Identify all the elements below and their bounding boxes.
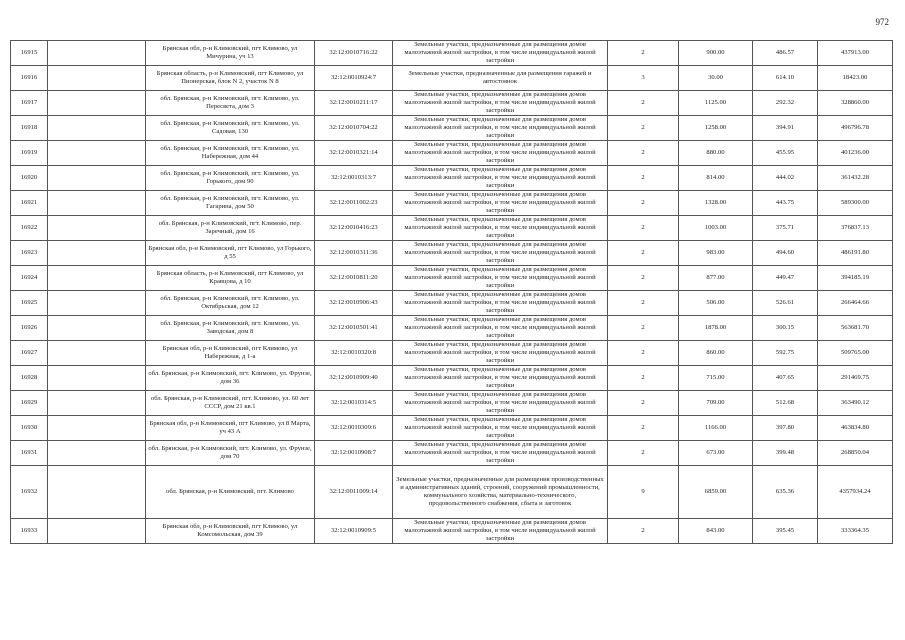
table-body bbox=[11, 41, 893, 544]
cadastral-number-cell: 32:12:0010320:8 bbox=[315, 341, 393, 366]
rate-cell: 526.61 bbox=[753, 291, 818, 316]
empty-cell bbox=[48, 266, 146, 291]
table-row bbox=[11, 416, 893, 441]
cadastral-value-cell: 18423.00 bbox=[818, 66, 893, 91]
table-row bbox=[11, 316, 893, 341]
table-row bbox=[11, 191, 893, 216]
area-cell: 673.00 bbox=[679, 441, 753, 466]
empty-cell bbox=[48, 316, 146, 341]
group-cell: 2 bbox=[608, 291, 679, 316]
cadastral-number-cell: 32:12:0010211:17 bbox=[315, 91, 393, 116]
permitted-use-cell: Земельные участки, предназначенные для размещения домов малоэтажной жилой застройки, в том числе индивидуальной жилой застройки bbox=[393, 416, 608, 441]
rate-cell: 443.75 bbox=[753, 191, 818, 216]
cadastral-number-cell: 32:12:0010909:5 bbox=[315, 519, 393, 544]
area-cell: 843.00 bbox=[679, 519, 753, 544]
area-cell: 877.00 bbox=[679, 266, 753, 291]
permitted-use-cell: Земельные участки, предназначенные для размещения домов малоэтажной жилой застройки, в том числе индивидуальной жилой застройки bbox=[393, 519, 608, 544]
address-cell: обл. Брянская, р-н Климовский, пгт. Климово, ул. Фрунзе, дом 36 bbox=[146, 366, 315, 391]
land-registry-table bbox=[10, 40, 893, 544]
group-cell: 2 bbox=[608, 216, 679, 241]
group-cell: 2 bbox=[608, 141, 679, 166]
cadastral-number-cell: 32:12:0011009:14 bbox=[315, 466, 393, 519]
rate-cell: 292.32 bbox=[753, 91, 818, 116]
address-cell: Брянская обл, р-н Климовский, пгт Климово, ул Мичурина, уч 13 bbox=[146, 41, 315, 66]
table-row bbox=[11, 519, 893, 544]
address-cell: Брянская обл, р-н Климовский, пгт Климово, ул Комсомольская, дом 39 bbox=[146, 519, 315, 544]
row-id-cell: 16916 bbox=[11, 66, 48, 91]
row-id-cell: 16927 bbox=[11, 341, 48, 366]
row-id-cell: 16918 bbox=[11, 116, 48, 141]
row-id-cell: 16932 bbox=[11, 466, 48, 519]
permitted-use-cell: Земельные участки, предназначенные для размещения домов малоэтажной жилой застройки, в том числе индивидуальной жилой застройки bbox=[393, 341, 608, 366]
cadastral-value-cell: 486191.80 bbox=[818, 241, 893, 266]
permitted-use-cell: Земельные участки, предназначенные для размещения домов малоэтажной жилой застройки, в том числе индивидуальной жилой застройки bbox=[393, 291, 608, 316]
table-row bbox=[11, 91, 893, 116]
permitted-use-cell: Земельные участки, предназначенные для размещения домов малоэтажной жилой застройки, в том числе индивидуальной жилой застройки bbox=[393, 141, 608, 166]
rate-cell: 455.95 bbox=[753, 141, 818, 166]
address-cell: обл. Брянская, р-н Климовский, пгт. Климово, ул. Фрунзе, дом 70 bbox=[146, 441, 315, 466]
empty-cell bbox=[48, 519, 146, 544]
address-cell: обл. Брянская, р-н Климовский, пгт. Климово, ул. Гагарина, дом 50 bbox=[146, 191, 315, 216]
rate-cell: 395.45 bbox=[753, 519, 818, 544]
empty-cell bbox=[48, 241, 146, 266]
table-row bbox=[11, 141, 893, 166]
rate-cell: 512.68 bbox=[753, 391, 818, 416]
rate-cell: 300.15 bbox=[753, 316, 818, 341]
rate-cell: 375.71 bbox=[753, 216, 818, 241]
row-id-cell: 16928 bbox=[11, 366, 48, 391]
cadastral-number-cell: 32:12:0010321:14 bbox=[315, 141, 393, 166]
table-row bbox=[11, 66, 893, 91]
cadastral-number-cell: 32:12:0010906:43 bbox=[315, 291, 393, 316]
rate-cell: 486.57 bbox=[753, 41, 818, 66]
empty-cell bbox=[48, 441, 146, 466]
group-cell: 2 bbox=[608, 91, 679, 116]
permitted-use-cell: Земельные участки, предназначенные для размещения гаражей и автостоянок bbox=[393, 66, 608, 91]
cadastral-number-cell: 32:12:0010924:7 bbox=[315, 66, 393, 91]
group-cell: 2 bbox=[608, 166, 679, 191]
empty-cell bbox=[48, 466, 146, 519]
group-cell: 2 bbox=[608, 266, 679, 291]
permitted-use-cell: Земельные участки, предназначенные для размещения домов малоэтажной жилой застройки, в том числе индивидуальной жилой застройки bbox=[393, 91, 608, 116]
rate-cell: 592.75 bbox=[753, 341, 818, 366]
table-row bbox=[11, 341, 893, 366]
row-id-cell: 16919 bbox=[11, 141, 48, 166]
cadastral-value-cell: 376837.13 bbox=[818, 216, 893, 241]
cadastral-value-cell: 4357934.24 bbox=[818, 466, 893, 519]
cadastral-value-cell: 563681.70 bbox=[818, 316, 893, 341]
table-row bbox=[11, 241, 893, 266]
cadastral-value-cell: 328860.00 bbox=[818, 91, 893, 116]
address-cell: Брянская обл, р-н Климовский, пгт Климово, ул 8 Марта, уч 43 А bbox=[146, 416, 315, 441]
cadastral-value-cell: 333364.35 bbox=[818, 519, 893, 544]
permitted-use-cell: Земельные участки, предназначенные для размещения производственных и административных зданий, строений, сооружений промышленности, коммунального хозяйства, материально-технического, продовольственного снабжения, сбыта и заготовок bbox=[393, 466, 608, 519]
empty-cell bbox=[48, 366, 146, 391]
row-id-cell: 16931 bbox=[11, 441, 48, 466]
cadastral-value-cell: 401236.00 bbox=[818, 141, 893, 166]
rate-cell: 394.91 bbox=[753, 116, 818, 141]
area-cell: 715.00 bbox=[679, 366, 753, 391]
empty-cell bbox=[48, 66, 146, 91]
cadastral-number-cell: 32:12:0010716:22 bbox=[315, 41, 393, 66]
permitted-use-cell: Земельные участки, предназначенные для размещения домов малоэтажной жилой застройки, в том числе индивидуальной жилой застройки bbox=[393, 41, 608, 66]
address-cell: обл. Брянская, р-н Климовский, пгт. Климово, ул. Пересвета, дом 3 bbox=[146, 91, 315, 116]
permitted-use-cell: Земельные участки, предназначенные для размещения домов малоэтажной жилой застройки, в том числе индивидуальной жилой застройки bbox=[393, 116, 608, 141]
empty-cell bbox=[48, 391, 146, 416]
group-cell: 9 bbox=[608, 466, 679, 519]
rate-cell: 494.60 bbox=[753, 241, 818, 266]
permitted-use-cell: Земельные участки, предназначенные для размещения домов малоэтажной жилой застройки, в том числе индивидуальной жилой застройки bbox=[393, 216, 608, 241]
cadastral-number-cell: 32:12:0010908:7 bbox=[315, 441, 393, 466]
cadastral-value-cell: 363490.12 bbox=[818, 391, 893, 416]
address-cell: Брянская обл, р-н Климовский, пгт Климово, ул Горького, д 55 bbox=[146, 241, 315, 266]
cadastral-number-cell: 32:12:0010314:5 bbox=[315, 391, 393, 416]
group-cell: 2 bbox=[608, 366, 679, 391]
area-cell: 860.00 bbox=[679, 341, 753, 366]
row-id-cell: 16929 bbox=[11, 391, 48, 416]
rate-cell: 444.02 bbox=[753, 166, 818, 191]
row-id-cell: 16933 bbox=[11, 519, 48, 544]
rate-cell: 635.36 bbox=[753, 466, 818, 519]
cadastral-value-cell: 496796.78 bbox=[818, 116, 893, 141]
cadastral-number-cell: 32:12:0010311:36 bbox=[315, 241, 393, 266]
empty-cell bbox=[48, 41, 146, 66]
table-row bbox=[11, 291, 893, 316]
permitted-use-cell: Земельные участки, предназначенные для размещения домов малоэтажной жилой застройки, в том числе индивидуальной жилой застройки bbox=[393, 191, 608, 216]
cadastral-value-cell: 589300.00 bbox=[818, 191, 893, 216]
cadastral-value-cell: 291469.75 bbox=[818, 366, 893, 391]
address-cell: обл. Брянская, р-н Климовский, пгт. Климово, ул. Садовая, 130 bbox=[146, 116, 315, 141]
area-cell: 1258.00 bbox=[679, 116, 753, 141]
cadastral-number-cell: 32:12:0010416:23 bbox=[315, 216, 393, 241]
row-id-cell: 16925 bbox=[11, 291, 48, 316]
area-cell: 900.00 bbox=[679, 41, 753, 66]
cadastral-number-cell: 32:12:0010309:6 bbox=[315, 416, 393, 441]
empty-cell bbox=[48, 291, 146, 316]
row-id-cell: 16926 bbox=[11, 316, 48, 341]
permitted-use-cell: Земельные участки, предназначенные для размещения домов малоэтажной жилой застройки, в том числе индивидуальной жилой застройки bbox=[393, 316, 608, 341]
table-row bbox=[11, 391, 893, 416]
row-id-cell: 16930 bbox=[11, 416, 48, 441]
area-cell: 30.00 bbox=[679, 66, 753, 91]
address-cell: Брянская область, р-н Климовский, пгт Климово, ул Пионерская, блок N 2, участок N 8 bbox=[146, 66, 315, 91]
page-number: 972 bbox=[875, 17, 889, 27]
address-cell: Брянская обл, р-н Климовский, пгт Климово, ул Набережная, д 1-а bbox=[146, 341, 315, 366]
empty-cell bbox=[48, 166, 146, 191]
permitted-use-cell: Земельные участки, предназначенные для размещения домов малоэтажной жилой застройки, в том числе индивидуальной жилой застройки bbox=[393, 391, 608, 416]
table-row bbox=[11, 466, 893, 519]
rate-cell: 449.47 bbox=[753, 266, 818, 291]
group-cell: 2 bbox=[608, 391, 679, 416]
group-cell: 2 bbox=[608, 416, 679, 441]
area-cell: 1125.00 bbox=[679, 91, 753, 116]
area-cell: 709.00 bbox=[679, 391, 753, 416]
rate-cell: 614.10 bbox=[753, 66, 818, 91]
area-cell: 880.00 bbox=[679, 141, 753, 166]
cadastral-value-cell: 266464.66 bbox=[818, 291, 893, 316]
area-cell: 1003.00 bbox=[679, 216, 753, 241]
address-cell: обл. Брянская, р-н Климовский, пгт. Климово, ул. Заводская, дом 8 bbox=[146, 316, 315, 341]
permitted-use-cell: Земельные участки, предназначенные для размещения домов малоэтажной жилой застройки, в том числе индивидуальной жилой застройки bbox=[393, 441, 608, 466]
cadastral-value-cell: 361432.28 bbox=[818, 166, 893, 191]
rate-cell: 397.80 bbox=[753, 416, 818, 441]
permitted-use-cell: Земельные участки, предназначенные для размещения домов малоэтажной жилой застройки, в том числе индивидуальной жилой застройки bbox=[393, 241, 608, 266]
area-cell: 983.00 bbox=[679, 241, 753, 266]
row-id-cell: 16923 bbox=[11, 241, 48, 266]
address-cell: обл. Брянская, р-н Климовский, пгт. Климово, ул. Набережная, дом 44 bbox=[146, 141, 315, 166]
area-cell: 1166.00 bbox=[679, 416, 753, 441]
row-id-cell: 16922 bbox=[11, 216, 48, 241]
empty-cell bbox=[48, 191, 146, 216]
group-cell: 2 bbox=[608, 519, 679, 544]
area-cell: 814.00 bbox=[679, 166, 753, 191]
rate-cell: 407.65 bbox=[753, 366, 818, 391]
cadastral-number-cell: 32:12:0010704:22 bbox=[315, 116, 393, 141]
area-cell: 6859.00 bbox=[679, 466, 753, 519]
empty-cell bbox=[48, 416, 146, 441]
table-row bbox=[11, 366, 893, 391]
address-cell: обл. Брянская, р-н Климовский, пгт. Климово, пер. Заречный, дом 16 bbox=[146, 216, 315, 241]
table-row bbox=[11, 216, 893, 241]
row-id-cell: 16920 bbox=[11, 166, 48, 191]
empty-cell bbox=[48, 141, 146, 166]
empty-cell bbox=[48, 216, 146, 241]
permitted-use-cell: Земельные участки, предназначенные для размещения домов малоэтажной жилой застройки, в том числе индивидуальной жилой застройки bbox=[393, 166, 608, 191]
permitted-use-cell: Земельные участки, предназначенные для размещения домов малоэтажной жилой застройки, в том числе индивидуальной жилой застройки bbox=[393, 366, 608, 391]
cadastral-number-cell: 32:12:0010313:7 bbox=[315, 166, 393, 191]
empty-cell bbox=[48, 116, 146, 141]
permitted-use-cell: Земельные участки, предназначенные для размещения домов малоэтажной жилой застройки, в том числе индивидуальной жилой застройки bbox=[393, 266, 608, 291]
rate-cell: 399.48 bbox=[753, 441, 818, 466]
table-row bbox=[11, 441, 893, 466]
row-id-cell: 16917 bbox=[11, 91, 48, 116]
row-id-cell: 16921 bbox=[11, 191, 48, 216]
group-cell: 2 bbox=[608, 341, 679, 366]
area-cell: 1328.00 bbox=[679, 191, 753, 216]
cadastral-value-cell: 463834.80 bbox=[818, 416, 893, 441]
address-cell: обл. Брянская, р-н Климовский, пгт. Климово, ул. Горького, дом 90 bbox=[146, 166, 315, 191]
group-cell: 2 bbox=[608, 116, 679, 141]
cadastral-value-cell: 437913.00 bbox=[818, 41, 893, 66]
cadastral-value-cell: 268850.04 bbox=[818, 441, 893, 466]
cadastral-value-cell: 394185.19 bbox=[818, 266, 893, 291]
area-cell: 506.00 bbox=[679, 291, 753, 316]
cadastral-number-cell: 32:12:0011002:23 bbox=[315, 191, 393, 216]
address-cell: обл. Брянская, р-н Климовский, пгт. Климово bbox=[146, 466, 315, 519]
cadastral-number-cell: 32:12:0010501:41 bbox=[315, 316, 393, 341]
group-cell: 2 bbox=[608, 316, 679, 341]
row-id-cell: 16924 bbox=[11, 266, 48, 291]
group-cell: 2 bbox=[608, 241, 679, 266]
row-id-cell: 16915 bbox=[11, 41, 48, 66]
address-cell: Брянская область, р-н Климовский, пгт Климово, ул Кравцова, д 10 bbox=[146, 266, 315, 291]
address-cell: обл. Брянская, р-н Климовский, пгт. Климово, ул. 60 лет СССР, дом 21 кв.1 bbox=[146, 391, 315, 416]
empty-cell bbox=[48, 91, 146, 116]
group-cell: 2 bbox=[608, 441, 679, 466]
group-cell: 3 bbox=[608, 66, 679, 91]
area-cell: 1878.00 bbox=[679, 316, 753, 341]
table-row bbox=[11, 41, 893, 66]
table-row bbox=[11, 266, 893, 291]
group-cell: 2 bbox=[608, 191, 679, 216]
group-cell: 2 bbox=[608, 41, 679, 66]
table-row bbox=[11, 166, 893, 191]
cadastral-value-cell: 509765.00 bbox=[818, 341, 893, 366]
cadastral-number-cell: 32:12:0010811:20 bbox=[315, 266, 393, 291]
cadastral-number-cell: 32:12:0010909:40 bbox=[315, 366, 393, 391]
address-cell: обл. Брянская, р-н Климовский, пгт. Климово, ул. Октябрьская, дом 12 bbox=[146, 291, 315, 316]
table-row bbox=[11, 116, 893, 141]
empty-cell bbox=[48, 341, 146, 366]
